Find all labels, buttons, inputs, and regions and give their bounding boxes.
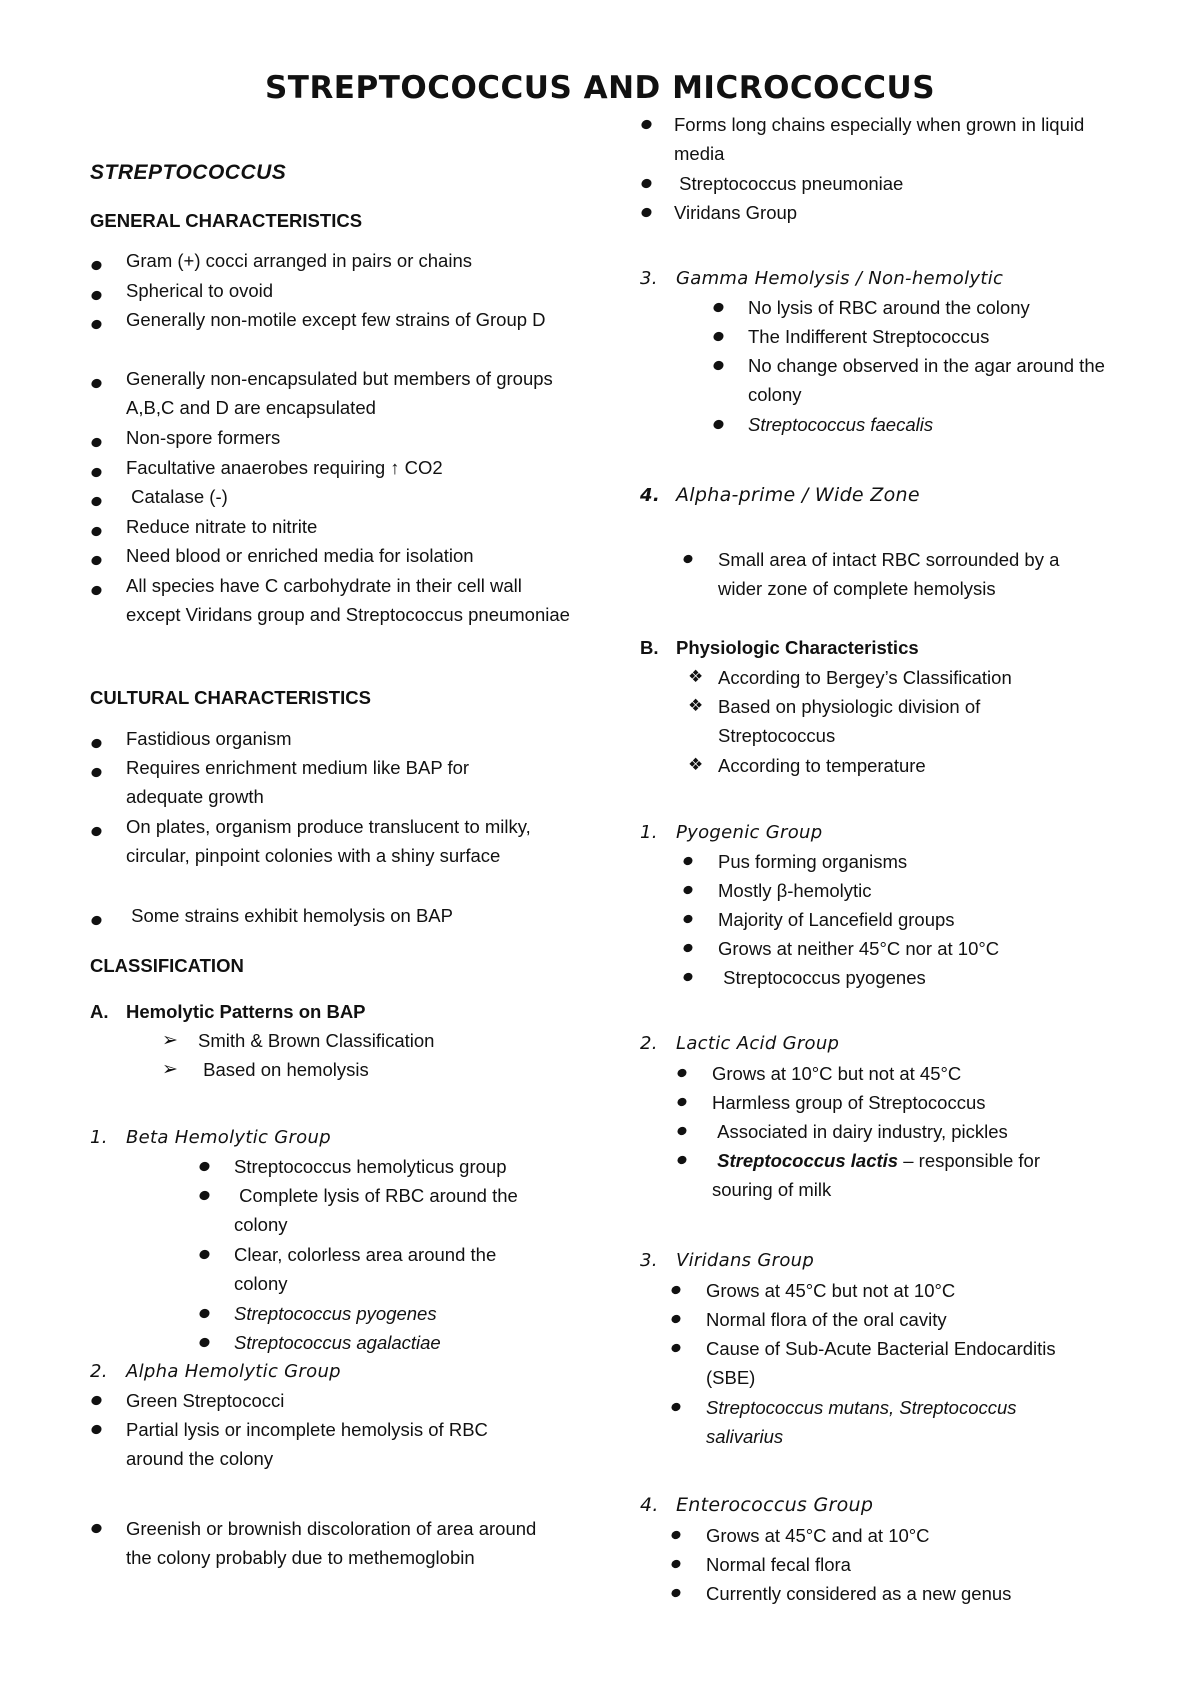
list-item-text: Catalase (-)	[126, 486, 228, 507]
bullet-icon	[90, 825, 103, 838]
list-number: 2.	[90, 1361, 108, 1382]
bullet-icon	[670, 1558, 682, 1569]
list-item-text: Based on physiologic division of Streptococcus	[718, 696, 986, 746]
bullet-icon	[670, 1313, 682, 1324]
list-number: 1.	[90, 1127, 108, 1148]
bullet-icon: ❖	[688, 696, 704, 715]
list-item-text: Pus forming organisms	[718, 851, 908, 872]
bullet-icon	[712, 301, 725, 314]
list-item-text: Fastidious organism	[126, 728, 292, 749]
bullet-icon	[676, 1154, 688, 1165]
bullet-icon	[676, 1125, 688, 1136]
list-item-text: Complete lysis of RBC around the colony	[234, 1185, 523, 1235]
bullet-icon	[682, 913, 694, 924]
bullet-icon	[90, 584, 103, 597]
bullet-icon: ❖	[688, 667, 704, 686]
list-item-text: Grows at 45°C and at 10°C	[706, 1525, 930, 1546]
bullet-icon	[712, 330, 725, 343]
alpha-prime-heading: Alpha-prime / Wide Zone	[676, 484, 920, 506]
list-item-text: Mostly β-hemolytic	[718, 880, 872, 901]
bullet-icon: ❖	[688, 755, 704, 774]
bullet-icon	[90, 289, 103, 302]
bullet-icon	[198, 1307, 211, 1320]
list-item-text: Partial lysis or incomplete hemolysis of RBC around the colony	[126, 1419, 494, 1469]
list-item-text: No change observed in the agar around the colony	[748, 355, 1111, 405]
bullet-icon	[682, 855, 694, 866]
bullet-icon	[682, 971, 694, 982]
section-letter-b: B.	[640, 637, 659, 658]
list-item-text: Streptococcus pyogenes	[234, 1303, 437, 1324]
list-item-text: Streptococcus hemolyticus group	[234, 1156, 507, 1177]
bullet-icon	[90, 525, 103, 538]
list-item-text: Some strains exhibit hemolysis on BAP	[126, 905, 453, 926]
bullet-icon	[90, 1522, 103, 1535]
list-item-text: Gram (+) cocci arranged in pairs or chains	[126, 250, 472, 271]
bullet-icon	[682, 884, 694, 895]
list-item-text: Based on hemolysis	[198, 1059, 369, 1080]
list-number: 3.	[640, 268, 658, 289]
list-item-text: Need blood or enriched media for isolation	[126, 545, 474, 566]
list-item-text: Clear, colorless area around the colony	[234, 1244, 502, 1294]
lactic-acid-group-heading: Lactic Acid Group	[676, 1033, 840, 1054]
list-item-text: Streptococcus faecalis	[748, 414, 934, 435]
list-item-text: Harmless group of Streptococcus	[712, 1092, 986, 1113]
bullet-icon	[682, 553, 694, 564]
list-number: 4.	[640, 1494, 659, 1516]
beta-hemolytic-heading: Beta Hemolytic Group	[126, 1127, 331, 1148]
bullet-icon	[640, 206, 653, 219]
bullet-icon	[198, 1336, 211, 1349]
list-item-text: Normal fecal flora	[706, 1554, 851, 1575]
list-item-text: Requires enrichment medium like BAP for adequate growth	[126, 757, 475, 807]
list-item-text: Viridans Group	[674, 202, 798, 223]
list-item-text: Forms long chains especially when grown in liquid media	[674, 114, 1090, 164]
alpha-hemolytic-heading: Alpha Hemolytic Group	[126, 1361, 341, 1382]
bullet-icon	[712, 418, 725, 431]
list-item-text: No lysis of RBC around the colony	[748, 297, 1030, 318]
bullet-icon	[670, 1342, 682, 1353]
bullet-icon	[676, 1096, 688, 1107]
pyogenic-group-heading: Pyogenic Group	[676, 822, 823, 843]
list-item-text: Green Streptococci	[126, 1390, 285, 1411]
bullet-icon	[90, 766, 103, 779]
cultural-characteristics-heading: CULTURAL CHARACTERISTICS	[90, 687, 371, 708]
list-item-text: Generally non-encapsulated but members of groups A,B,C and D are encapsulated	[126, 368, 557, 418]
bullet-icon: ➢	[162, 1059, 178, 1080]
bullet-icon	[640, 177, 653, 190]
list-item-text: Reduce nitrate to nitrite	[126, 516, 318, 537]
enterococcus-group-heading: Enterococcus Group	[676, 1494, 874, 1516]
list-item-text: On plates, organism produce translucent to milky, circular, pinpoint colonies with a shiny surface	[126, 816, 536, 866]
bullet-icon	[90, 259, 103, 272]
list-item-text: Greenish or brownish discoloration of area around the colony probably due to methemoglobin	[126, 1518, 542, 1568]
bullet-icon	[682, 942, 694, 953]
bullet-icon	[670, 1529, 682, 1540]
bullet-icon	[712, 359, 725, 372]
bullet-icon	[90, 1394, 103, 1407]
list-item-text	[712, 1146, 1072, 1204]
list-item-text: Spherical to ovoid	[126, 280, 274, 301]
bullet-icon	[90, 318, 103, 331]
bullet-icon	[670, 1587, 682, 1598]
bullet-icon	[198, 1248, 211, 1261]
list-item-text: Streptococcus agalactiae	[234, 1332, 441, 1353]
bullet-icon	[90, 495, 103, 508]
bullet-icon	[90, 466, 103, 479]
page-title: STREPTOCOCCUS AND MICROCOCCUS	[264, 70, 936, 106]
list-number: 3.	[640, 1250, 658, 1271]
list-item-text: All species have C carbohydrate in their cell wall except Viridans group and Streptococcus pneumoniae	[126, 575, 570, 625]
list-item-text: Grows at neither 45°C nor at 10°C	[718, 938, 1000, 959]
section-letter-a: A.	[90, 1001, 109, 1022]
list-item-text: According to Bergey’s Classification	[718, 667, 1012, 688]
list-item-text: Smith & Brown Classification	[198, 1030, 435, 1051]
list-item-text: Facultative anaerobes requiring ↑ CO2	[126, 457, 443, 478]
physiologic-characteristics-heading: Physiologic Characteristics	[676, 637, 919, 658]
list-item-text: Majority of Lancefield groups	[718, 909, 955, 930]
list-item-text: Streptococcus pneumoniae	[674, 173, 904, 194]
bullet-icon	[670, 1401, 682, 1412]
bullet-icon	[198, 1160, 211, 1173]
bullet-icon	[90, 737, 103, 750]
general-characteristics-heading: GENERAL CHARACTERISTICS	[90, 210, 363, 231]
lactis-species-name: Streptococcus lactis	[717, 1150, 899, 1171]
bullet-icon	[670, 1284, 682, 1295]
list-item-text: According to temperature	[718, 755, 926, 776]
list-item-text: Normal flora of the oral cavity	[706, 1309, 947, 1330]
classification-heading: CLASSIFICATION	[90, 955, 244, 976]
bullet-icon	[90, 554, 103, 567]
section-heading-streptococcus: STREPTOCOCCUS	[90, 161, 287, 184]
list-item-text: The Indifferent Streptococcus	[748, 326, 990, 347]
list-number: 4.	[640, 485, 660, 506]
lactis-description: – responsible for souring of milk	[712, 1150, 1046, 1200]
list-item-text: Cause of Sub-Acute Bacterial Endocarditis (SBE)	[706, 1338, 1061, 1388]
list-item-text: Small area of intact RBC sorrounded by a wider zone of complete hemolysis	[718, 549, 1065, 599]
list-item-text: Currently considered as a new genus	[706, 1583, 1012, 1604]
list-item-text: Associated in dairy industry, pickles	[712, 1121, 1008, 1142]
bullet-icon	[90, 1423, 103, 1436]
gamma-hemolysis-heading: Gamma Hemolysis / Non-hemolytic	[676, 268, 1004, 289]
list-item-text: Generally non-motile except few strains of Group D	[126, 309, 546, 330]
bullet-icon	[90, 914, 103, 927]
hemolytic-patterns-heading: Hemolytic Patterns on BAP	[126, 1001, 366, 1022]
bullet-icon	[198, 1189, 211, 1202]
bullet-icon: ➢	[162, 1030, 178, 1051]
list-item-text: Non-spore formers	[126, 427, 281, 448]
viridans-group-heading: Viridans Group	[676, 1250, 815, 1271]
list-item-text: Streptococcus pyogenes	[718, 967, 926, 988]
list-item-text: Grows at 45°C but not at 10°C	[706, 1280, 956, 1301]
bullet-icon	[676, 1067, 688, 1078]
list-number: 1.	[640, 822, 658, 843]
bullet-icon	[90, 436, 103, 449]
bullet-icon	[90, 377, 103, 390]
list-item-text: Grows at 10°C but not at 45°C	[712, 1063, 962, 1084]
list-number: 2.	[640, 1033, 658, 1054]
list-item-text: Streptococcus mutans, Streptococcus salivarius	[706, 1397, 1022, 1447]
bullet-icon	[640, 118, 653, 131]
